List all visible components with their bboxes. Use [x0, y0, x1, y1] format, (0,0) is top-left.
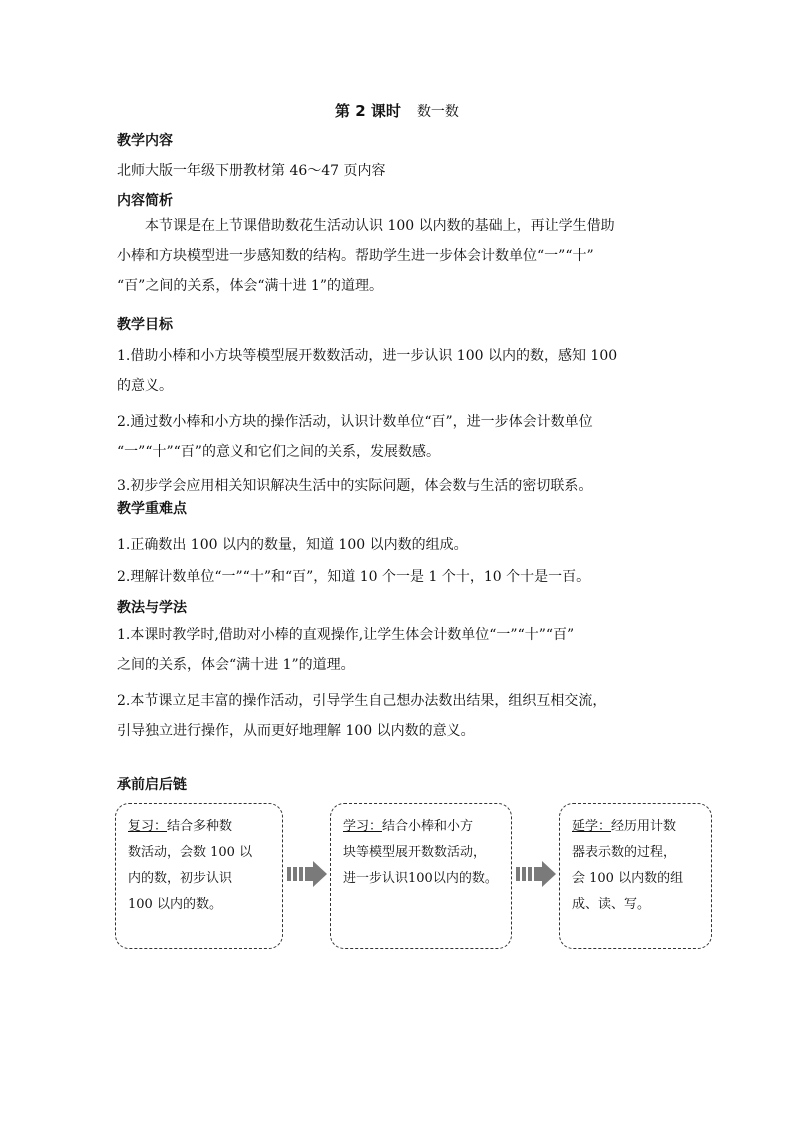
box-line: 结合小棒和小方 — [382, 819, 474, 834]
review-box — [115, 803, 283, 949]
goal-line: 2.通过数小棒和小方块的操作活动，认识计数单位“百”，进一步体会计数单位 — [117, 414, 593, 430]
review-label: 复习： — [128, 819, 168, 834]
lesson-title — [0, 100, 794, 121]
lesson-topic: 数一数 — [416, 104, 459, 120]
content-text: 北师大版一年级下册教材第 46～47 页内容 — [117, 163, 386, 179]
extend-box — [559, 803, 712, 949]
heading-chain: 承前启后链 — [117, 777, 187, 793]
arrow-right-icon — [516, 861, 556, 887]
methods-list — [117, 620, 692, 746]
method-line: 之间的关系，体会“满十进 1”的道理。 — [117, 657, 355, 673]
box-line: 数活动，会数 100 以 — [128, 845, 253, 860]
goal-line: “一”“十”“百”的意义和它们之间的关系，发展数感。 — [117, 444, 440, 460]
learn-box — [330, 803, 512, 949]
box-line: 成、读、写。 — [572, 897, 651, 912]
heading-keypoints: 教学重难点 — [117, 501, 187, 517]
method-line: 引导独立进行操作，从而更好地理解 100 以内数的意义。 — [117, 723, 475, 739]
goal-line: 3.初步学会应用相关知识解决生活中的实际问题，体会数与生活的密切联系。 — [117, 478, 593, 494]
keypoint-line: 2.理解计数单位“一”“十”和“百”，知道 10 个一是 1 个十，10 个十是一百。 — [117, 569, 591, 585]
brief-line: 小棒和方块模型进一步感知数的结构。帮助学生进一步体会计数单位“一”“十” — [117, 248, 594, 264]
brief-line: “百”之间的关系，体会“满十进 1”的道理。 — [117, 278, 383, 294]
heading-goals: 教学目标 — [117, 317, 173, 333]
box-line: 器表示数的过程， — [572, 845, 677, 860]
box-line: 结合多种数 — [167, 819, 233, 834]
box-line: 块等模型展开数数活动， — [343, 845, 487, 860]
goals-list — [117, 341, 692, 501]
heading-methods: 教法与学法 — [117, 600, 187, 616]
box-line: 进一步认识100以内的数。 — [343, 871, 498, 886]
arrow-right-icon — [287, 861, 327, 887]
method-line: 1.本课时教学时,借助对小棒的直观操作,让学生体会计数单位“一”“十”“百” — [117, 627, 575, 643]
learn-label: 学习： — [343, 819, 383, 834]
goal-line: 1.借助小棒和小方块等模型展开数数活动，进一步认识 100 以内的数，感知 100 — [117, 348, 618, 364]
box-line: 内的数，初步认识 — [128, 871, 233, 886]
box-line: 100 以内的数。 — [128, 897, 222, 912]
heading-content: 教学内容 — [117, 133, 173, 149]
brief-line: 本节课是在上节课借助数花生活动认识 100 以内数的基础上，再让学生借助 — [145, 218, 615, 234]
goal-line: 的意义。 — [117, 378, 173, 394]
method-line: 2.本节课立足丰富的操作活动，引导学生自己想办法数出结果，组织互相交流， — [117, 693, 607, 709]
extend-label: 延学： — [572, 819, 612, 834]
box-line: 经历用计数 — [611, 819, 677, 834]
keypoints-list — [117, 530, 692, 592]
lesson-number: 第 2 课时 — [335, 102, 401, 120]
box-line: 会 100 以内数的组 — [572, 871, 684, 886]
heading-brief: 内容简析 — [117, 193, 173, 209]
keypoint-line: 1.正确数出 100 以内的数量，知道 100 以内数的组成。 — [117, 537, 468, 553]
brief-paragraph — [117, 211, 692, 301]
